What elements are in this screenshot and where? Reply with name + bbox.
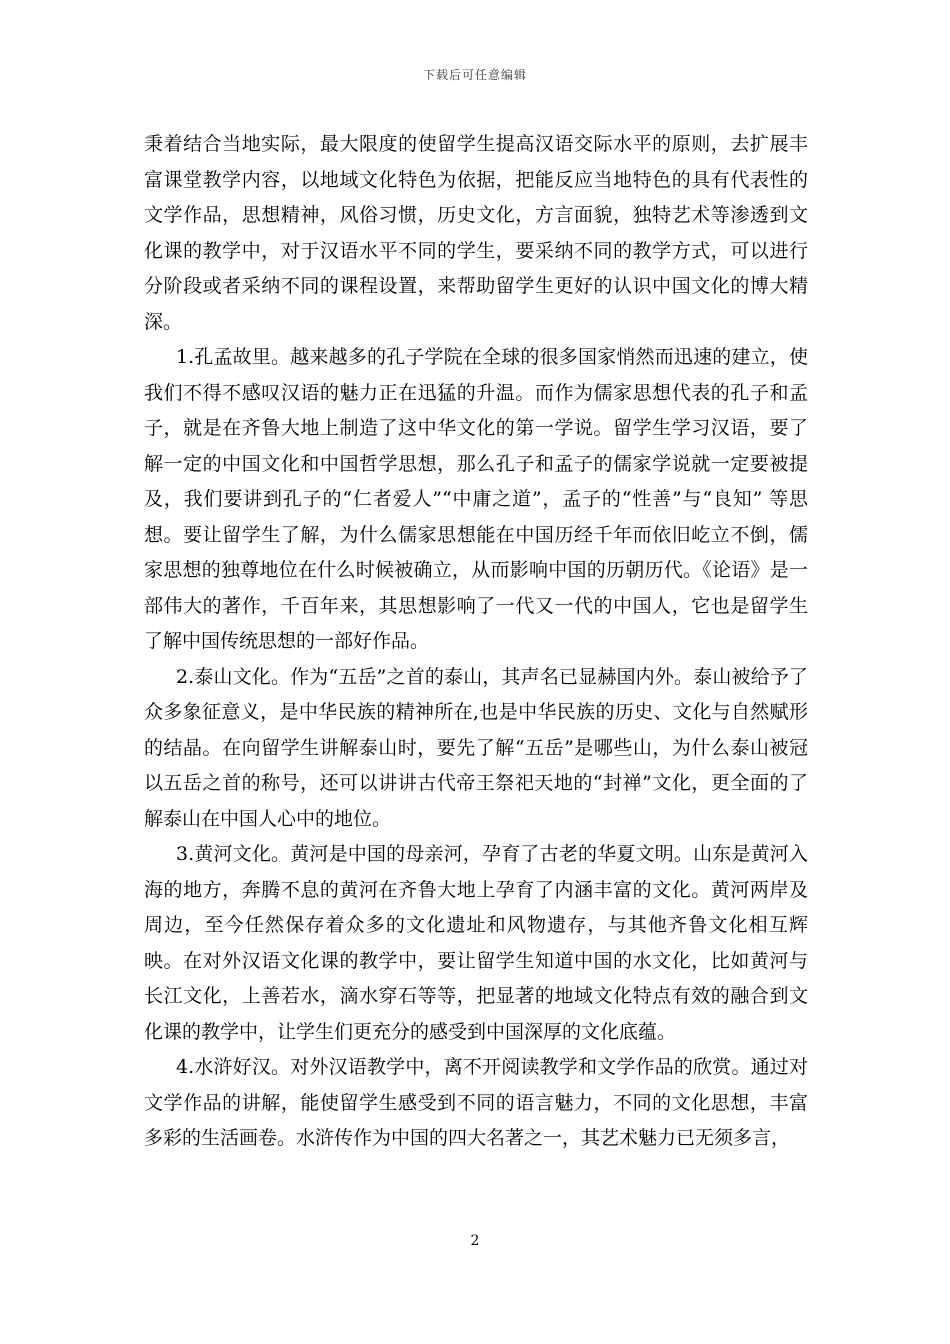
document-body: [144, 127, 808, 1157]
page-header: 下载后可任意编辑: [422, 68, 527, 82]
paragraph-continuation: 秉着结合当地实际，最大限度的使留学生提高汉语交际水平的原则，去扩展丰富课堂教学内容，以地域文化特色为依据，把能反应当地特色的具有代表性的文学作品，思想精神，风俗习惯，历史文化，方言面貌，独特艺术等渗透到文化课的教学中，对于汉语水平不同的学生，要采纳不同的教学方式，可以进行分阶段或者采纳不同的课程设置，来帮助留学生更好的认识中国文化的博大精深。: [144, 133, 808, 333]
page-number: 2: [470, 1233, 480, 1249]
paragraph-water-margin: 4.水浒好汉。对外汉语教学中，离不开阅读教学和文学作品的欣赏。通过对文学作品的讲解，能使留学生感受到不同的语言魅力，不同的文化思想，丰富多彩的生活画卷。水浒传作为中国的四大名著之一，其艺术魅力已无须多言，: [144, 1056, 808, 1149]
paragraph-mount-tai: 2.泰山文化。作为“五岳”之首的泰山，其声名已显赫国内外。泰山被给予了众多象征意义，是中华民族的精神所在,也是中华民族的历史、文化与自然赋形的结晶。在向留学生讲解泰山时，要先了解“五岳”是哪些山，为什么泰山被冠以五岳之首的称号，还可以讲讲古代帝王祭祀天地的“封禅”文化，更全面的了解泰山在中国人心中的地位。: [144, 665, 808, 830]
paragraph-yellow-river: 3.黄河文化。黄河是中国的母亲河，孕育了古老的华夏文明。山东是黄河入海的地方，奔腾不息的黄河在齐鲁大地上孕育了内涵丰富的文化。黄河两岸及周边，至今任然保存着众多的文化遗址和风物遗存，与其他齐鲁文化相互辉映。在对外汉语文化课的教学中，要让留学生知道中国的水文化，比如黄河与长江文化，上善若水，滴水穿石等等，把显著的地域文化特点有效的融合到文化课的教学中，让学生们更充分的感受到中国深厚的文化底蕴。: [144, 843, 808, 1043]
paragraph-confucius-mencius: 1.孔孟故里。越来越多的孔子学院在全球的很多国家悄然而迅速的建立，使我们不得不感叹汉语的魅力正在迅猛的升温。而作为儒家思想代表的孔子和孟子，就是在齐鲁大地上制造了这中华文化的第一学说。留学生学习汉语，要了解一定的中国文化和中国哲学思想，那么孔子和孟子的儒家学说就一定要被提及，我们要讲到孔子的“仁者爱人”“中庸之道”，孟子的“性善”与“良知” 等思想。要让留学生了解，为什么儒家思想能在中国历经千年而依旧屹立不倒，儒家思想的独尊地位在什么时候被确立，从而影响中国的历朝历代。《论语》是一部伟大的著作，千百年来，其思想影响了一代又一代的中国人，它也是留学生了解中国传统思想的一部好作品。: [144, 346, 808, 652]
